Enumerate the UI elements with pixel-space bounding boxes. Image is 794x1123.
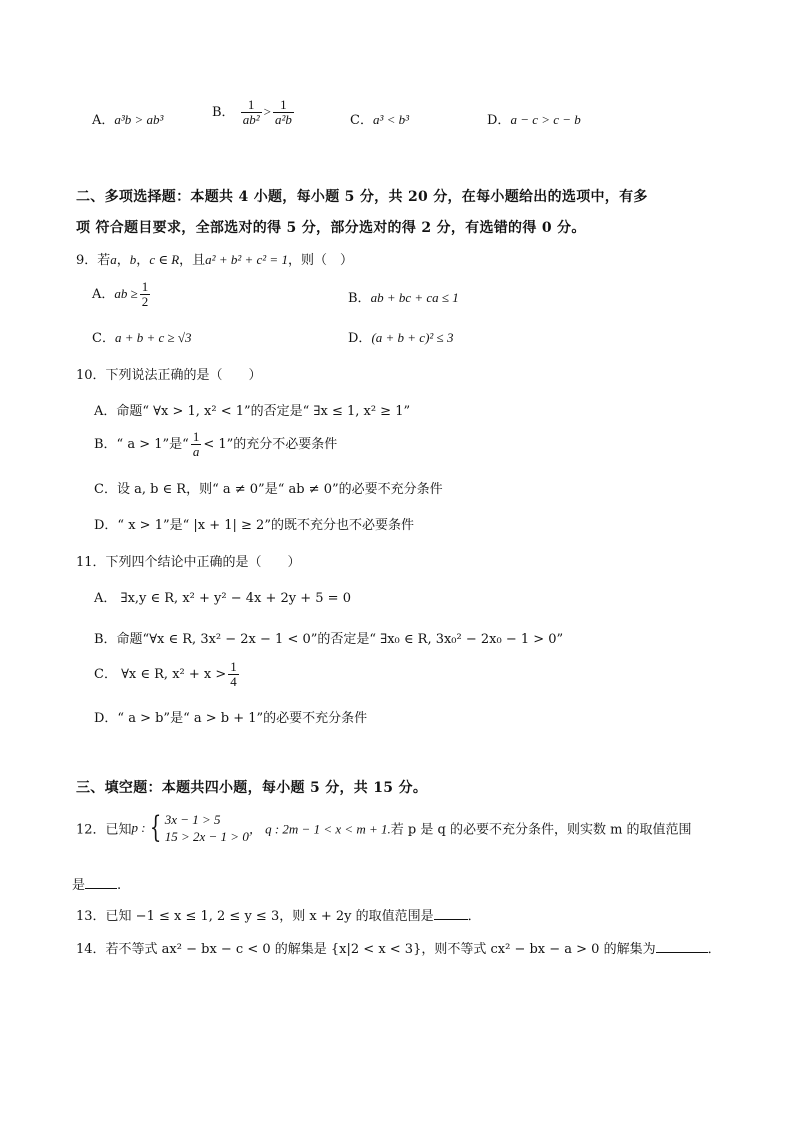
- text: 若 p 是 q 的必要不充分条件，则实数 m 的取值范围: [390, 822, 692, 838]
- answer-blank[interactable]: [85, 878, 117, 889]
- operator: >: [263, 104, 271, 119]
- answer-blank[interactable]: [434, 909, 468, 920]
- question-12-stem: [76, 811, 692, 845]
- question-number: 9．若: [76, 253, 111, 268]
- option-expr: (a + b + c)² ≤ 3: [371, 330, 454, 345]
- question-text: 13．已知 −1 ≤ x ≤ 1, 2 ≤ y ≤ 3，则 x + 2y 的取值范围是: [76, 909, 434, 924]
- option-text: C． ∀x ∈ R, x² + x >: [94, 667, 227, 682]
- fraction: $\frac{1}{a}$: [192, 429, 200, 459]
- option-expr: ab + bc + ca ≤ 1: [370, 290, 459, 305]
- sep: ，: [116, 253, 130, 268]
- option-letter: D．: [348, 331, 372, 346]
- var: b: [129, 252, 137, 267]
- section-heading-cont: 项 符合题目要求，全部选对的得 5 分，部分选对的得 2 分，有选错的得 0 分。: [76, 220, 586, 236]
- question-12-cont: [72, 874, 121, 893]
- q8-option-a: [92, 109, 163, 128]
- text: ，则（ ）: [287, 253, 353, 268]
- q11-option-a: A． ∃x,y ∈ R, x² + y² − 4x + 2y + 5 = 0: [94, 591, 351, 606]
- fraction: $\frac{1}{4}$: [230, 659, 237, 689]
- option-letter: C．: [92, 331, 115, 346]
- option-letter: A．: [92, 113, 115, 128]
- option-letter: C．: [350, 113, 373, 128]
- question-13: [76, 905, 481, 924]
- q11-option-c: [94, 660, 241, 689]
- q11-option-b: B．命题“∀x ∈ R, 3x² − 2x − 1 < 0”的否定是“ ∃x₀ ∈ R, 3x₀² − 2x₀ − 1 > 0”: [94, 632, 564, 647]
- q8-option-d: [487, 109, 581, 128]
- var: c ∈ R: [149, 252, 180, 267]
- var: p :: [131, 820, 146, 835]
- option-text: B．“ a > 1”是“: [94, 437, 189, 452]
- q9-option-a: [92, 280, 152, 309]
- option-expr: a³b > ab³: [114, 112, 164, 127]
- q9-option-d: [348, 327, 453, 346]
- question-number: 12．已知: [76, 822, 132, 838]
- q8-option-c: [350, 109, 409, 128]
- option-letter: B．: [212, 105, 235, 120]
- text: ．: [467, 909, 481, 924]
- option-expr: a³ < b³: [372, 112, 410, 127]
- question-10-stem: 10．下列说法正确的是（ ）: [76, 368, 262, 383]
- q9-option-c: [92, 327, 192, 346]
- q10-option-b: [94, 430, 337, 459]
- question-text: 14．若不等式 ax² − bx − c < 0 的解集是 {x|2 < x < 3}，则不等式 cx² − bx − a > 0 的解集为: [76, 942, 656, 957]
- q10-option-d: D．“ x > 1”是“ |x + 1| ≥ 2”的既不充分也不必要条件: [94, 518, 414, 533]
- condition: ， q : 2m − 1 < x < m + 1.: [248, 821, 391, 837]
- q10-option-a: A．命题“ ∀x > 1, x² < 1”的否定是“ ∃x ≤ 1, x² ≥ 1”: [94, 404, 411, 419]
- q9-option-b: [348, 287, 459, 306]
- q10-option-c: C．设 a, b ∈ R，则“ a ≠ 0”是“ ab ≠ 0”的必要不充分条件: [94, 482, 443, 497]
- option-expr: ab ≥: [114, 286, 138, 301]
- option-text: < 1”的充分不必要条件: [203, 437, 338, 452]
- condition: a² + b² + c² = 1: [205, 252, 288, 267]
- q8-option-b: [212, 98, 296, 127]
- option-letter: D．: [487, 113, 511, 128]
- question-9-stem: [76, 249, 353, 268]
- question-11-stem: 11．下列四个结论中正确的是（ ）: [76, 555, 301, 570]
- fraction: $\frac{1}{\text{ab²}}$: [242, 97, 260, 127]
- question-14: [76, 938, 721, 957]
- answer-blank[interactable]: [656, 942, 708, 953]
- text: 是: [72, 878, 86, 893]
- option-letter: B．: [348, 291, 371, 306]
- text: ，且: [179, 253, 206, 268]
- fraction: $\frac{1}{2}$: [141, 279, 149, 309]
- q11-option-d: D．“ a > b”是“ a > b + 1”的必要不充分条件: [94, 711, 368, 726]
- text: ．: [707, 942, 721, 957]
- fraction: $\frac{1}{\text{a²b}}$: [274, 97, 292, 127]
- inequality-system: 3x − 1 > 5 15 > 2x − 1 > 0: [164, 812, 249, 844]
- section-heading: 三、填空题：本题共四小题，每小题 5 分，共 15 分。: [76, 780, 428, 796]
- brace: {: [149, 810, 161, 845]
- option-letter: A．: [92, 287, 115, 302]
- var: a: [110, 252, 117, 267]
- section-heading: 二、多项选择题：本题共 4 小题，每小题 5 分，共 20 分，在每小题给出的选项中，有多: [76, 189, 648, 205]
- option-expr: a − c > c − b: [510, 112, 581, 127]
- text: .: [117, 878, 122, 893]
- sep: ，: [136, 253, 150, 268]
- option-expr: a + b + c ≥ √3: [114, 330, 192, 345]
